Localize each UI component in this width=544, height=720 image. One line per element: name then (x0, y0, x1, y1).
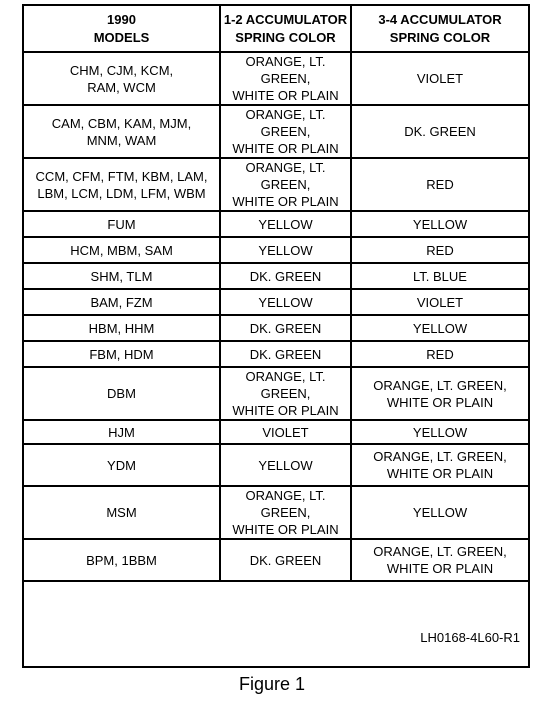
spring-1-2-cell: VIOLET (220, 420, 351, 444)
spring-1-2-cell: YELLOW (220, 211, 351, 237)
spring-1-2-cell: YELLOW (220, 444, 351, 486)
figure-caption: Figure 1 (238, 674, 306, 694)
table-row (24, 52, 528, 105)
spring-3-4-cell: RED (351, 341, 528, 367)
spring-1-2-cell: YELLOW (220, 237, 351, 263)
table-row (24, 444, 528, 486)
model-cell: HBM, HHM (24, 315, 220, 341)
spring-1-2-cell: ORANGE, LT. GREEN, WHITE OR PLAIN (220, 52, 351, 105)
model-cell: SHM, TLM (24, 263, 220, 289)
table-row (24, 315, 528, 341)
spring-3-4-cell: YELLOW (351, 486, 528, 539)
spring-3-4-cell: VIOLET (351, 289, 528, 315)
spring-1-2-cell: ORANGE, LT. GREEN, WHITE OR PLAIN (220, 158, 351, 211)
reference-code: LH0168-4L60-R1 (420, 630, 520, 645)
table-row (24, 486, 528, 539)
model-cell: YDM (24, 444, 220, 486)
figure-frame (22, 4, 530, 668)
accumulator-spring-table (24, 6, 528, 582)
model-cell: HCM, MBM, SAM (24, 237, 220, 263)
table-row (24, 289, 528, 315)
spring-3-4-cell: ORANGE, LT. GREEN, WHITE OR PLAIN (351, 539, 528, 581)
spring-3-4-cell: ORANGE, LT. GREEN, WHITE OR PLAIN (351, 367, 528, 420)
model-cell: FBM, HDM (24, 341, 220, 367)
model-cell: CHM, CJM, KCM, RAM, WCM (24, 52, 220, 105)
model-cell: BAM, FZM (24, 289, 220, 315)
table-row (24, 263, 528, 289)
table-row (24, 105, 528, 158)
spring-1-2-cell: ORANGE, LT. GREEN, WHITE OR PLAIN (220, 105, 351, 158)
spring-3-4-cell: RED (351, 237, 528, 263)
model-cell: FUM (24, 211, 220, 237)
model-cell: CCM, CFM, FTM, KBM, LAM, LBM, LCM, LDM, LFM, WBM (24, 158, 220, 211)
table-row (24, 367, 528, 420)
spring-1-2-cell: DK. GREEN (220, 341, 351, 367)
spring-3-4-cell: YELLOW (351, 315, 528, 341)
table-row (24, 539, 528, 581)
spring-1-2-cell: DK. GREEN (220, 263, 351, 289)
header-1-2-spring-color: 1-2 ACCUMULATOR SPRING COLOR (220, 6, 351, 52)
model-cell: BPM, 1BBM (24, 539, 220, 581)
spring-3-4-cell: VIOLET (351, 52, 528, 105)
model-cell: DBM (24, 367, 220, 420)
model-cell: HJM (24, 420, 220, 444)
table-body (24, 52, 528, 581)
spring-3-4-cell: YELLOW (351, 211, 528, 237)
spring-3-4-cell: LT. BLUE (351, 263, 528, 289)
header-models: 1990 MODELS (24, 6, 220, 52)
table-row (24, 420, 528, 444)
spring-3-4-cell: YELLOW (351, 420, 528, 444)
table-row (24, 158, 528, 211)
spring-1-2-cell: DK. GREEN (220, 315, 351, 341)
spring-3-4-cell: DK. GREEN (351, 105, 528, 158)
model-cell: MSM (24, 486, 220, 539)
table-row (24, 237, 528, 263)
header-row (24, 6, 528, 52)
spring-1-2-cell: YELLOW (220, 289, 351, 315)
spring-1-2-cell: ORANGE, LT. GREEN, WHITE OR PLAIN (220, 367, 351, 420)
table-row (24, 211, 528, 237)
spring-1-2-cell: DK. GREEN (220, 539, 351, 581)
spring-3-4-cell: RED (351, 158, 528, 211)
spring-3-4-cell: ORANGE, LT. GREEN, WHITE OR PLAIN (351, 444, 528, 486)
model-cell: CAM, CBM, KAM, MJM, MNM, WAM (24, 105, 220, 158)
spring-1-2-cell: ORANGE, LT. GREEN, WHITE OR PLAIN (220, 486, 351, 539)
header-3-4-spring-color: 3-4 ACCUMULATOR SPRING COLOR (351, 6, 528, 52)
table-row (24, 341, 528, 367)
